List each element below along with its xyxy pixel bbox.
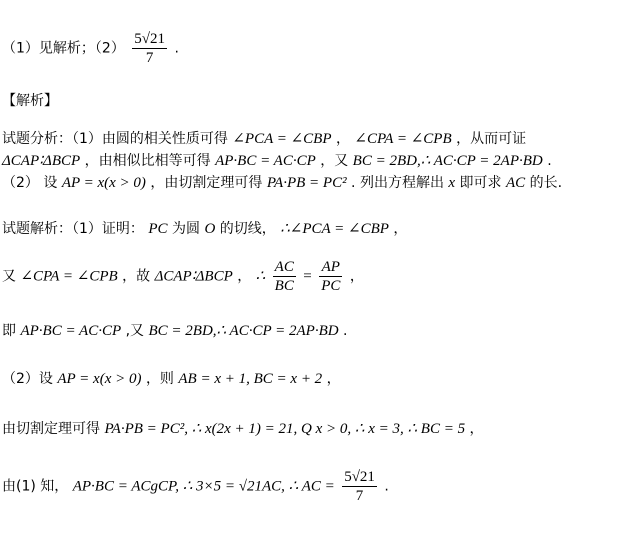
fraction-numerator: AC [274, 259, 294, 275]
answer-fraction-numerator: 5√21 [134, 31, 166, 47]
fraction-5sqrt21-7 [342, 468, 377, 505]
analysis-text: （2） 设 [2, 175, 58, 191]
math-expression: AP·BC = AC·CP [215, 153, 316, 169]
solution-text: ， [326, 371, 341, 387]
solution-line-6 [2, 468, 389, 505]
answer-fraction-denominator: 7 [145, 50, 154, 66]
fraction-ac-bc [273, 258, 296, 295]
analysis-text: ，又 [320, 153, 349, 169]
math-expression: AP = x(x > 0) [61, 175, 146, 191]
math-variable: x [448, 175, 456, 191]
solution-line-2 [2, 258, 364, 295]
analysis-line-1 [2, 128, 526, 148]
solution-text: ， [469, 421, 484, 437]
solution-line-3 [2, 320, 347, 340]
solution-text: ，故 [122, 268, 151, 285]
math-expression: AP·BC = ACgCP, ∴ 3×5 = √21AC, ∴ AC = [72, 478, 335, 495]
math-expression: AP = x(x > 0) [57, 371, 142, 387]
math-expression: ∴∠PCA = ∠CBP [280, 221, 389, 237]
analysis-text: ， [335, 131, 350, 147]
answer-end: . [174, 40, 179, 57]
solution-text: ，则 [145, 371, 174, 387]
analysis-line-2 [2, 150, 552, 170]
math-expression: PA·PB = PC² [266, 175, 347, 191]
solution-text: 试题解析：（1）证明： [2, 221, 144, 237]
fraction-numerator: 5√21 [344, 469, 375, 485]
analysis-text: 的长. [529, 175, 563, 191]
solution-text: 为圆 [172, 221, 200, 237]
solution-line-5 [2, 418, 484, 438]
math-expression: BC = 2BD,∴ AC·CP = 2AP·BD [352, 153, 543, 169]
solution-text: 由(1) 知， [2, 478, 69, 495]
analysis-line-3 [2, 172, 562, 192]
solution-text: 即 [2, 323, 16, 339]
math-expression: ∠CPA = ∠CPB [354, 131, 452, 147]
analysis-text: 即可求 [459, 175, 502, 191]
fraction-ap-pc [319, 258, 342, 295]
answer-line [2, 30, 179, 67]
math-variable: PC [148, 221, 168, 237]
math-expression: ∠CPA = ∠CPB [20, 268, 118, 285]
math-variable: AC [505, 175, 526, 191]
solution-line-4 [2, 368, 341, 388]
therefore-symbol: ∴ [255, 268, 266, 285]
fraction-denominator: BC [274, 278, 294, 294]
solution-text: ,又 [125, 323, 145, 339]
analysis-text: ，从而可证 [456, 131, 527, 147]
math-expression: ΔCAP∶ΔBCP [154, 268, 233, 285]
answer-fraction [132, 30, 167, 67]
math-expression: AB = x + 1, BC = x + 2 [178, 371, 323, 387]
math-expression: PA·PB = PC², ∴ x(2x + 1) = 21, Q x > 0, ∴ x = 3, ∴ BC = 5 [104, 421, 466, 437]
analysis-text: 试题分析：（1）由圆的相关性质可得 [2, 131, 228, 147]
fraction-denominator: 7 [355, 488, 364, 504]
fraction-numerator: AP [319, 258, 342, 277]
solution-text: ， [237, 268, 252, 285]
math-expression: ΔCAP∶ΔBCP [2, 153, 81, 169]
solution-text: . [384, 478, 389, 495]
analysis-text: . [547, 153, 552, 169]
fraction-denominator: PC [321, 278, 341, 294]
solution-line-1 [2, 218, 407, 238]
answer-prefix: （1）见解析；（2） [2, 40, 125, 57]
solution-text: （2）设 [2, 371, 53, 387]
analysis-text: ，由切割定理可得 [150, 175, 263, 191]
solution-text: . [343, 323, 348, 339]
analysis-text: . 列出方程解出 [351, 175, 444, 191]
solution-text: ， [393, 221, 408, 237]
solution-text: 的切线， [219, 221, 276, 237]
solution-text: ， [349, 268, 364, 285]
equals-sign: = [303, 268, 312, 285]
solution-text: 由切割定理可得 [2, 421, 100, 437]
math-expression: BC = 2BD,∴ AC·CP = 2AP·BD [148, 323, 339, 339]
section-heading: 【解析】 [2, 93, 58, 109]
math-expression: AP·BC = AC·CP [20, 323, 122, 339]
analysis-text: ，由相似比相等可得 [84, 153, 211, 169]
math-expression: ∠PCA = ∠CBP [232, 131, 332, 147]
solution-text: 又 [2, 268, 16, 285]
math-variable: O [204, 221, 216, 237]
